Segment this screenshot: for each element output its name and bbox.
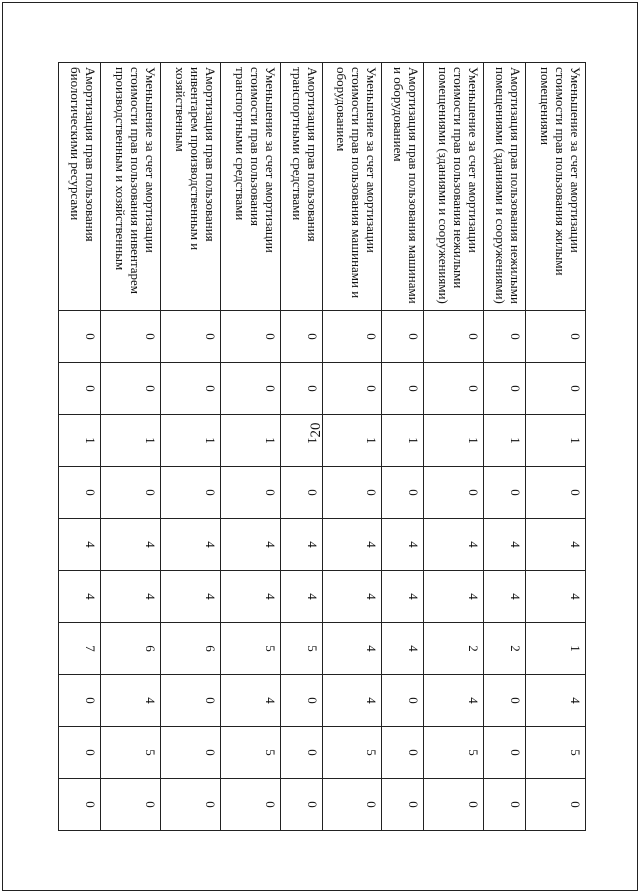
row-value-cell: 0 <box>220 779 280 831</box>
row-value-cell: 4 <box>484 519 526 571</box>
row-value-cell: 0 <box>160 311 220 363</box>
row-label: Уменьшение за счет амортизации стоимости прав пользования транспортными средствами <box>220 63 280 311</box>
row-value-cell: 0 <box>59 779 101 831</box>
row-value-cell: 6 <box>101 623 161 675</box>
row-value-cell: 5 <box>322 727 382 779</box>
row-value-cell: 4 <box>280 519 322 571</box>
row-value-cell: 0 <box>382 779 424 831</box>
row-value-cell: 4 <box>101 519 161 571</box>
row-label: Уменьшение за счет амортизации стоимости прав пользования машинами и оборудованием <box>322 63 382 311</box>
row-value-cell: 0 <box>280 363 322 415</box>
row-value-cell: 1 <box>280 415 322 467</box>
row-value-cell: 2 <box>484 623 526 675</box>
row-value-cell: 0 <box>424 779 484 831</box>
row-value-cell: 0 <box>484 363 526 415</box>
row-value-cell: 0 <box>424 467 484 519</box>
row-value-cell: 2 <box>424 623 484 675</box>
row-value-cell: 1 <box>484 415 526 467</box>
row-value-cell: 0 <box>280 311 322 363</box>
row-value-cell: 0 <box>220 363 280 415</box>
row-value-cell: 4 <box>160 519 220 571</box>
row-value-cell: 4 <box>101 571 161 623</box>
row-value-cell: 0 <box>526 311 586 363</box>
row-value-cell: 4 <box>382 623 424 675</box>
row-value-cell: 4 <box>220 571 280 623</box>
table-row <box>101 63 161 831</box>
row-value-cell: 0 <box>382 311 424 363</box>
row-value-cell: 6 <box>160 623 220 675</box>
row-value-cell: 0 <box>526 467 586 519</box>
row-value-cell: 4 <box>220 675 280 727</box>
table-row <box>160 63 220 831</box>
row-label: Амортизация прав пользования транспортными средствами <box>280 63 322 311</box>
row-value-cell: 1 <box>424 415 484 467</box>
row-value-cell: 4 <box>424 571 484 623</box>
row-value-cell: 0 <box>220 467 280 519</box>
table-row <box>526 63 586 831</box>
row-value-cell: 4 <box>322 519 382 571</box>
row-value-cell: 0 <box>220 311 280 363</box>
row-label: Амортизация прав пользования нежилыми помещениями (зданиями и сооружениями) <box>484 63 526 311</box>
row-value-cell: 5 <box>424 727 484 779</box>
row-label: Амортизация прав пользования инвентарем производственным и хозяйственным <box>160 63 220 311</box>
row-value-cell: 0 <box>101 311 161 363</box>
row-value-cell: 4 <box>484 571 526 623</box>
row-value-cell: 0 <box>160 363 220 415</box>
row-value-cell: 4 <box>220 519 280 571</box>
row-value-cell: 4 <box>101 675 161 727</box>
row-value-cell: 0 <box>59 467 101 519</box>
row-value-cell: 4 <box>424 675 484 727</box>
row-value-cell: 0 <box>160 727 220 779</box>
row-value-cell: 1 <box>59 415 101 467</box>
row-value-cell: 4 <box>526 519 586 571</box>
row-value-cell: 0 <box>59 675 101 727</box>
page-number: 20 <box>308 422 324 438</box>
row-value-cell: 1 <box>322 415 382 467</box>
table-body <box>59 63 586 831</box>
row-value-cell: 0 <box>101 779 161 831</box>
row-value-cell: 5 <box>220 727 280 779</box>
row-value-cell: 0 <box>280 727 322 779</box>
table-row <box>280 63 322 831</box>
row-value-cell: 0 <box>280 675 322 727</box>
row-value-cell: 4 <box>322 623 382 675</box>
row-value-cell: 0 <box>322 467 382 519</box>
row-value-cell: 4 <box>526 571 586 623</box>
row-value-cell: 0 <box>322 311 382 363</box>
row-value-cell: 0 <box>484 727 526 779</box>
row-value-cell: 0 <box>59 727 101 779</box>
row-value-cell: 4 <box>59 571 101 623</box>
table-row <box>322 63 382 831</box>
rotated-table-container <box>58 62 586 830</box>
row-value-cell: 5 <box>101 727 161 779</box>
row-value-cell: 4 <box>322 675 382 727</box>
row-label: Уменьшение за счет амортизации стоимости прав пользования жилыми помещениями <box>526 63 586 311</box>
row-value-cell: 0 <box>322 363 382 415</box>
row-value-cell: 0 <box>484 675 526 727</box>
table-row <box>59 63 101 831</box>
row-value-cell: 0 <box>424 363 484 415</box>
row-value-cell: 1 <box>382 415 424 467</box>
row-value-cell: 0 <box>101 467 161 519</box>
row-value-cell: 5 <box>526 727 586 779</box>
row-value-cell: 4 <box>526 675 586 727</box>
row-value-cell: 0 <box>101 363 161 415</box>
row-value-cell: 0 <box>484 779 526 831</box>
row-value-cell: 0 <box>526 363 586 415</box>
row-value-cell: 4 <box>160 571 220 623</box>
row-value-cell: 1 <box>526 623 586 675</box>
row-value-cell: 0 <box>160 467 220 519</box>
row-value-cell: 1 <box>526 415 586 467</box>
table-row <box>382 63 424 831</box>
table-row <box>220 63 280 831</box>
row-value-cell: 4 <box>280 571 322 623</box>
row-value-cell: 0 <box>280 467 322 519</box>
row-value-cell: 4 <box>382 571 424 623</box>
row-value-cell: 1 <box>101 415 161 467</box>
row-value-cell: 0 <box>280 779 322 831</box>
row-value-cell: 4 <box>382 519 424 571</box>
row-value-cell: 0 <box>322 779 382 831</box>
row-label: Амортизация прав пользования биологическими ресурсами <box>59 63 101 311</box>
row-value-cell: 0 <box>526 779 586 831</box>
row-value-cell: 0 <box>160 779 220 831</box>
row-value-cell: 7 <box>59 623 101 675</box>
row-value-cell: 0 <box>484 311 526 363</box>
row-label: Уменьшение за счет амортизации стоимости прав пользования инвентарем производственным и хозяйственным <box>101 63 161 311</box>
row-value-cell: 0 <box>424 311 484 363</box>
row-value-cell: 4 <box>59 519 101 571</box>
row-value-cell: 1 <box>220 415 280 467</box>
row-label: Амортизация прав пользования машинами и оборудованием <box>382 63 424 311</box>
row-value-cell: 0 <box>484 467 526 519</box>
row-value-cell: 0 <box>160 675 220 727</box>
row-value-cell: 4 <box>424 519 484 571</box>
row-label: Уменьшение за счет амортизации стоимости прав пользования нежилыми помещениями (зданиями и сооружениями) <box>424 63 484 311</box>
row-value-cell: 0 <box>59 311 101 363</box>
row-value-cell: 0 <box>382 675 424 727</box>
row-value-cell: 4 <box>322 571 382 623</box>
row-value-cell: 0 <box>59 363 101 415</box>
amortization-table <box>58 62 586 831</box>
row-value-cell: 0 <box>382 467 424 519</box>
row-value-cell: 5 <box>220 623 280 675</box>
table-row <box>484 63 526 831</box>
row-value-cell: 0 <box>382 363 424 415</box>
row-value-cell: 1 <box>160 415 220 467</box>
row-value-cell: 5 <box>280 623 322 675</box>
table-row <box>424 63 484 831</box>
row-value-cell: 0 <box>382 727 424 779</box>
